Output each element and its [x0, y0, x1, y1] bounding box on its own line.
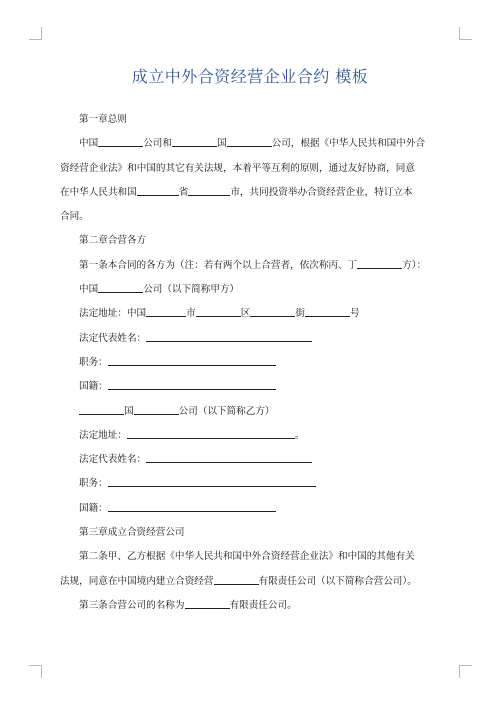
chapter1-paragraph-line4: 合同。 — [60, 211, 89, 223]
party-a-duty: 职务： — [60, 351, 444, 375]
blank-field[interactable] — [172, 135, 217, 147]
chapter1-paragraph-line3: 在中华人民共和国 省 市，共同投资举办合资经营企业，特订立本 — [60, 181, 444, 205]
blank-field[interactable] — [108, 500, 276, 512]
document-body — [60, 108, 444, 618]
blank-field[interactable] — [146, 451, 312, 463]
document-title: 成立中外合资经营企业合约 模板 — [131, 67, 369, 86]
blank-field[interactable] — [127, 427, 295, 439]
blank-field[interactable] — [305, 305, 350, 317]
chapter1-paragraph-line2: 资经营企业法》和中国的其它有关法规，本着平等互利的原则，通过友好协商，同意 — [60, 162, 415, 174]
blank-field[interactable] — [79, 403, 124, 415]
party-a-nationality: 国籍： — [60, 375, 444, 399]
party-b-representative: 法定代表姓名： — [60, 448, 444, 472]
crop-mark-top-right — [459, 27, 472, 40]
blank-field[interactable] — [108, 354, 276, 366]
chapter1-paragraph-line1: 中国 公司和 国 公司，根据《中华人民共和国中外合 — [60, 132, 444, 156]
blank-field[interactable] — [98, 135, 143, 147]
chapter2-heading: 第二章合营各方 — [79, 235, 147, 247]
blank-field[interactable] — [357, 257, 402, 269]
chapter1-heading: 第一章总则 — [79, 114, 127, 125]
blank-field[interactable] — [146, 305, 186, 317]
crop-mark-bottom-left — [29, 665, 42, 678]
party-a-line: 中国 公司（以下简称甲方） — [60, 278, 444, 302]
crop-mark-bottom-right — [459, 665, 472, 678]
blank-field[interactable] — [137, 184, 179, 196]
article3: 第三条合营公司的名称为 有限责任公司。 — [60, 594, 444, 618]
party-b-duty: 职务： — [60, 472, 444, 496]
party-b-nationality: 国籍： — [60, 497, 444, 521]
blank-field[interactable] — [108, 475, 316, 487]
blank-field[interactable] — [214, 573, 259, 585]
article1: 第一条本合同的各方为（注：若有两个以上合营者，依次称丙、丁 方）： — [60, 254, 444, 278]
party-a-representative: 法定代表姓名： — [60, 327, 444, 351]
party-a-address: 法定地址：中国 市 区 街 号 — [60, 302, 444, 326]
blank-field[interactable] — [146, 330, 312, 342]
article2-line1: 第二条甲、乙方根据《中华人民共和国中外合资经营企业法》和中国的其他有关 — [79, 551, 415, 563]
blank-field[interactable] — [196, 305, 241, 317]
blank-field[interactable] — [98, 281, 143, 293]
blank-field[interactable] — [227, 135, 272, 147]
crop-mark-top-left — [29, 27, 42, 40]
blank-field[interactable] — [250, 305, 295, 317]
blank-field[interactable] — [188, 184, 230, 196]
chapter3-heading: 第三章成立合资经营公司 — [79, 527, 185, 539]
party-b-line: 国 公司（以下简称乙方） — [60, 400, 444, 424]
article2-line2: 法规，同意在中国境内建立合资经营 有限责任公司（以下简称合营公司）。 — [60, 570, 444, 594]
blank-field[interactable] — [108, 378, 276, 390]
blank-field[interactable] — [134, 403, 179, 415]
party-b-address: 法定地址： 。 — [60, 424, 444, 448]
blank-field[interactable] — [185, 597, 230, 609]
